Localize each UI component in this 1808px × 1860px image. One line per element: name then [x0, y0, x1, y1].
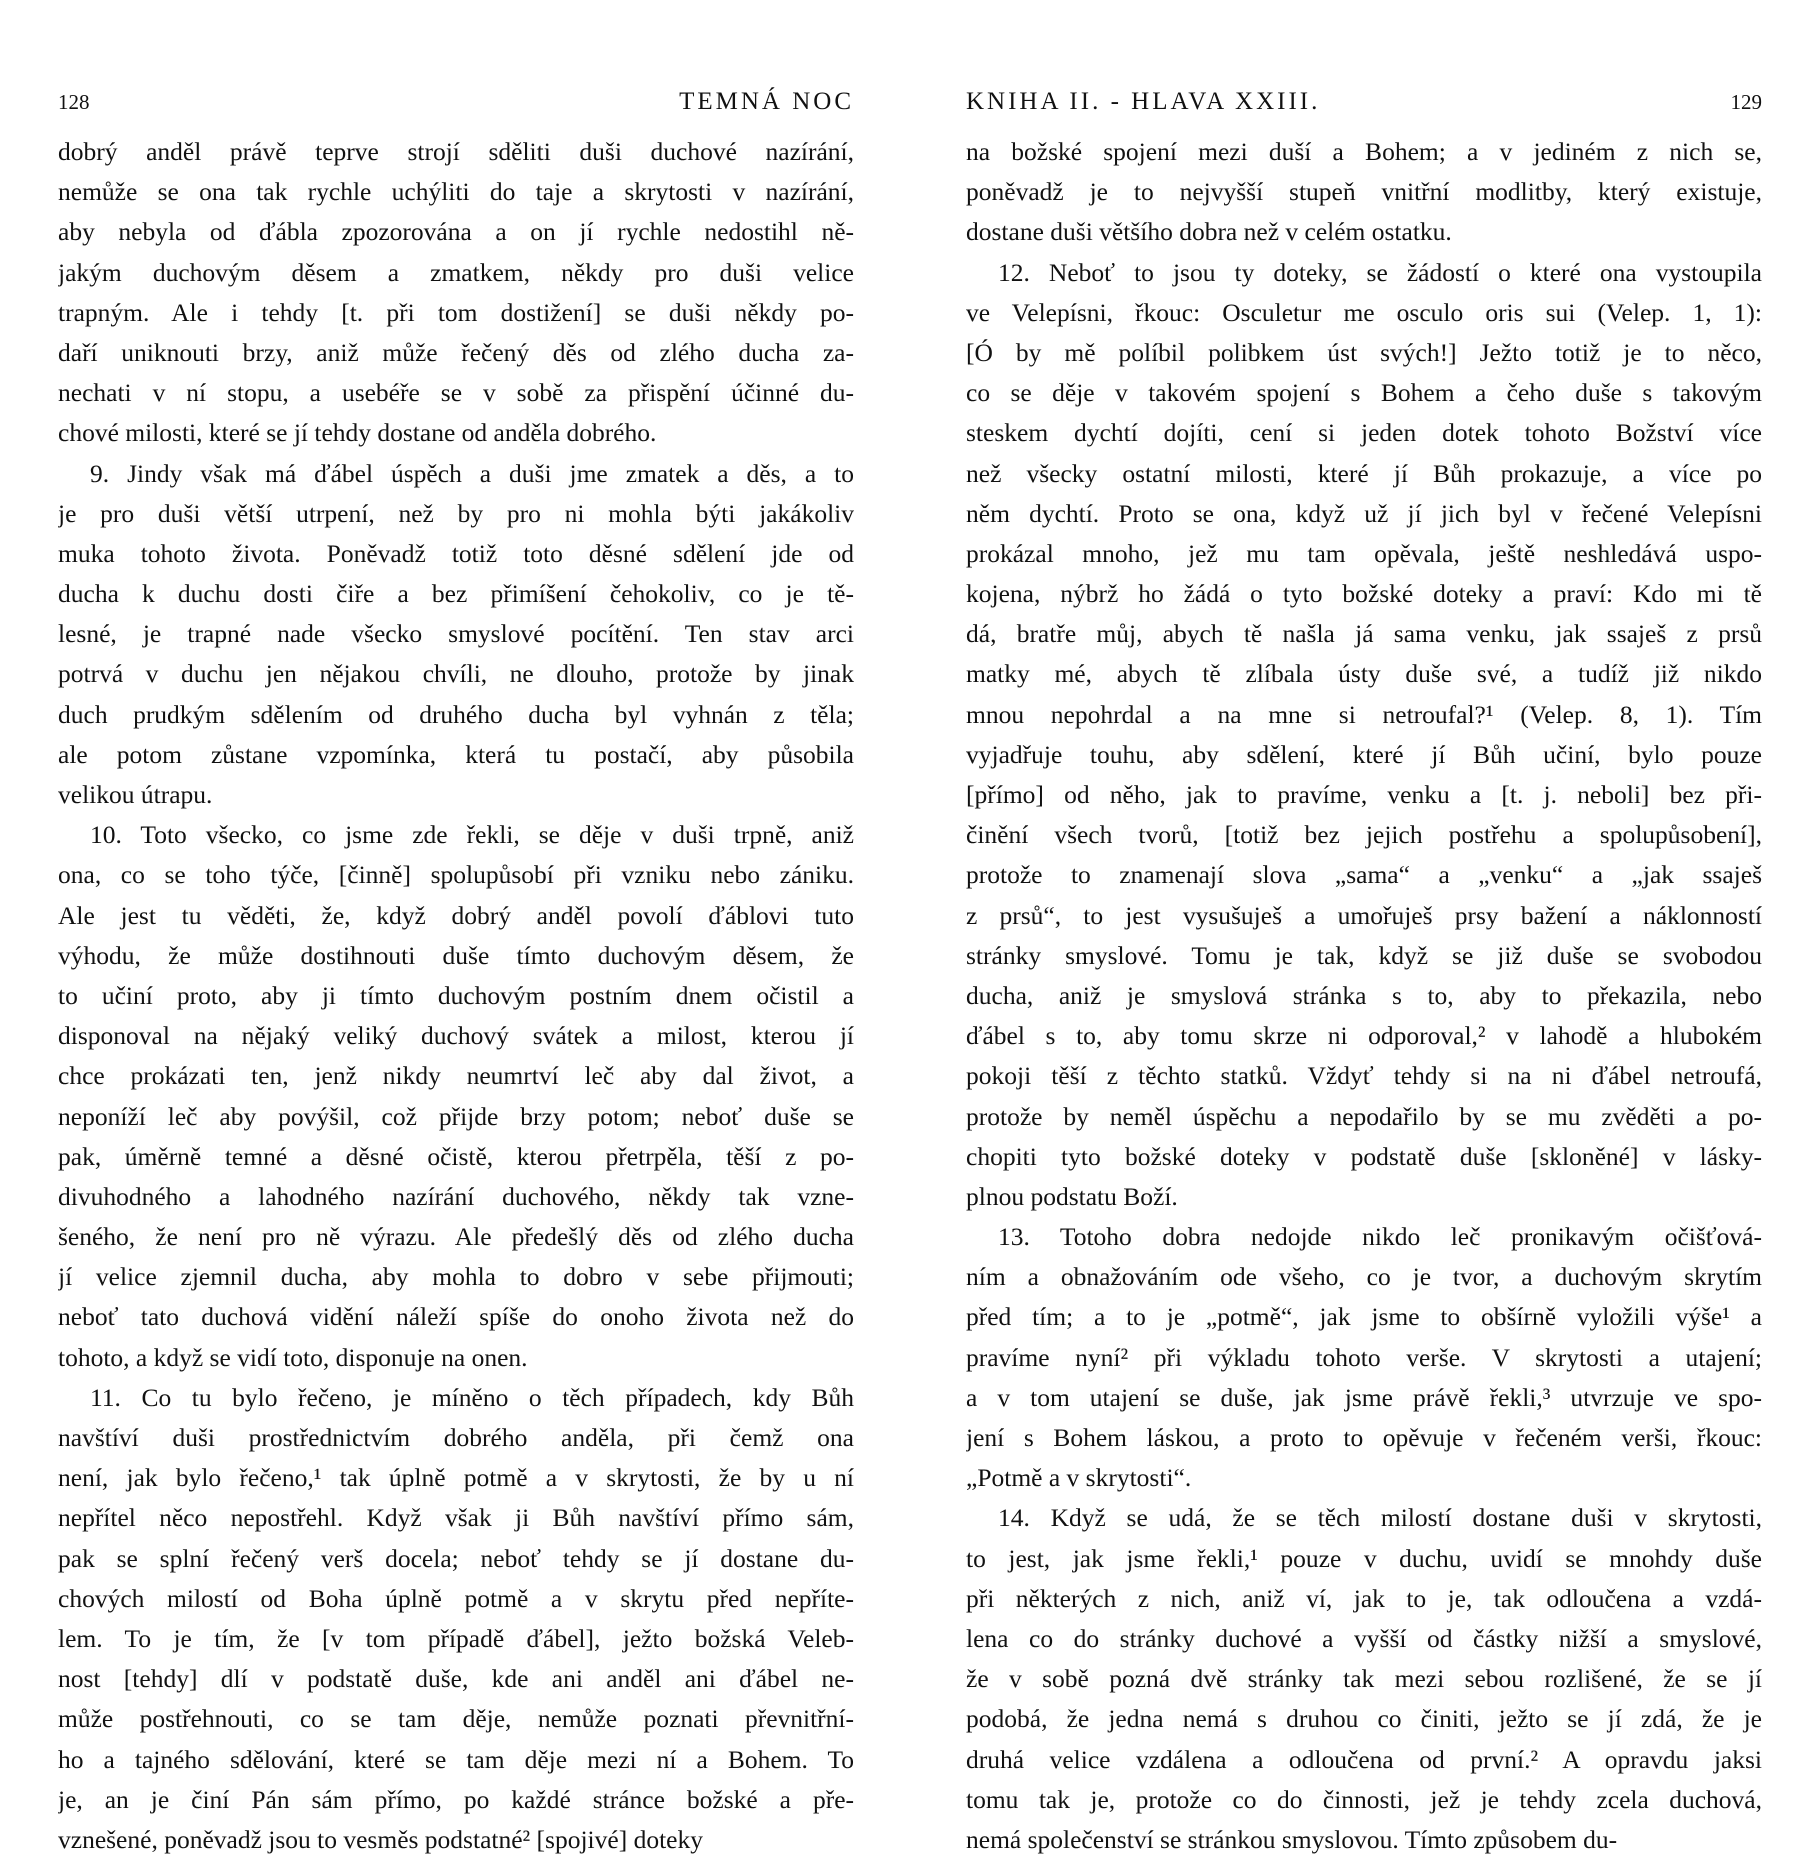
text-line: poněvadž je to nejvyšší stupeň vnitřní modlitby, který existuje,: [966, 177, 1762, 207]
text-line: [Ó by mě políbil polibkem úst svých!] Ježto totiž je to něco,: [966, 337, 1762, 367]
text-line: nemá společenství se stránkou smyslovou. Tímto způsobem du-: [966, 1824, 1618, 1854]
text-line: jí velice zjemnil ducha, aby mohla to dobro v sebe přijmouti;: [58, 1262, 854, 1292]
left-page-header: [58, 88, 854, 132]
text-line: velikou útrapu.: [58, 780, 213, 809]
text-line: mnou nepohrdal a na mne si netroufal?¹ (Velep. 8, 1). Tím: [966, 699, 1762, 729]
text-line: lena co do stránky duchové a vyšší od částky nižší a smyslové,: [966, 1623, 1762, 1653]
text-line: [přímo] od něho, jak to pravíme, venku a [t. j. neboli] bez při-: [966, 780, 1762, 809]
text-line: ďábel s to, aby tomu skrze ni odporoval,² v lahodě a hlubokém: [966, 1021, 1762, 1051]
text-line: jení s Bohem láskou, a proto to opěvuje v řečeném verši, řkouc:: [966, 1423, 1762, 1452]
text-line: vznešené, poněvadž jsou to vesměs podstatné² [spojivé] doteky: [58, 1824, 703, 1854]
text-line: je, an je činí Pán sám přímo, po každé stránce božské a pře-: [58, 1784, 854, 1814]
text-line: pak se splní řečený verš docela; neboť tehdy se jí dostane du-: [58, 1543, 854, 1573]
text-line: to učiní proto, aby ji tímto duchovým postním dnem očistil a: [58, 980, 854, 1010]
text-line: že v sobě pozná dvě stránky tak mezi sebou rozlišené, že se jí: [966, 1664, 1762, 1694]
text-line: ducha, aniž je smyslová stránka s to, aby to překazila, nebo: [966, 980, 1762, 1010]
left-page: [58, 88, 854, 1860]
text-line: při některých z nich, aniž ví, jak to je, tak odloučena a vzdá-: [966, 1583, 1762, 1613]
right-page-body: [966, 132, 1762, 1860]
text-line: nemůže se ona tak rychle uchýliti do taje a skrytosti v nazírání,: [58, 177, 854, 207]
right-page-number: 129: [1730, 90, 1762, 114]
text-line: to jest, jak jsme řekli,¹ pouze v duchu, uvidí se mnohdy duše: [966, 1543, 1762, 1573]
left-page-body: [58, 132, 854, 1860]
text-line: pokoji těší z těchto statků. Vždyť tehdy si na ni ďábel netroufá,: [966, 1061, 1762, 1091]
text-line: 14. Když se udá, že se těch milostí dostane duši v skrytosti,: [998, 1503, 1762, 1533]
text-line: duch prudkým sdělením od druhého ducha byl vyhnán z těla;: [58, 699, 854, 729]
text-line: pravíme nyní² při výkladu tohoto verše. V skrytosti a utajení;: [966, 1342, 1762, 1372]
text-line: výhodu, že může dostihnouti duše tímto duchovým děsem, že: [58, 940, 854, 970]
text-line: divuhodného a lahodného nazírání duchového, někdy tak vzne-: [58, 1181, 854, 1211]
text-line: protože to znamenají slova „sama“ a „venku“ a „jak ssaješ: [966, 860, 1762, 890]
text-line: může postřehnouti, co se tam děje, nemůže poznati převnitřní-: [58, 1704, 854, 1734]
text-line: aby nebyla od ďábla zpozorována a on jí rychle nedostihl ně-: [58, 217, 854, 247]
text-line: trapným. Ale i tehdy [t. při tom dostižení] se duši někdy po-: [58, 297, 854, 327]
text-line: steskem dychtí dojíti, cení si jeden dotek tohoto Božství více: [966, 418, 1762, 448]
text-line: prokázal mnoho, jež mu tam opěvala, ještě neshledává uspo-: [966, 538, 1762, 568]
text-line: na božské spojení mezi duší a Bohem; a v jediném z nich se,: [966, 137, 1762, 166]
text-line: a v tom utajení se duše, jak jsme právě řekli,³ utvrzuje ve spo-: [966, 1382, 1762, 1412]
text-line: muka tohoto života. Poněvadž totiž toto děsné sdělení jde od: [58, 538, 854, 568]
text-line: nechati v ní stopu, a usebéře se v sobě za přispění účinné du-: [58, 378, 854, 408]
text-line: chce prokázati ten, jenž nikdy neumrtví leč aby dal život, a: [58, 1061, 854, 1091]
text-line: je pro duši větší utrpení, než by pro ni mohla býti jakákoliv: [58, 498, 854, 528]
text-line: nepřítel něco nepostřehl. Když však ji Bůh navštíví přímo sám,: [58, 1503, 854, 1533]
text-line: Ale jest tu věděti, že, když dobrý anděl povolí ďáblovi tuto: [58, 900, 854, 930]
text-line: 11. Co tu bylo řečeno, je míněno o těch případech, kdy Bůh: [90, 1382, 854, 1412]
text-line: navštíví duši prostřednictvím dobrého anděla, při čemž ona: [58, 1423, 854, 1452]
text-line: „Potmě a v skrytosti“.: [966, 1463, 1192, 1493]
text-line: ním a obnažováním ode všeho, co je tvor, a duchovým skrytím: [966, 1262, 1762, 1292]
text-line: z prsů“, to jest vysušuješ a umořuješ prsy bažení a náklonností: [966, 900, 1762, 930]
text-line: nost [tehdy] dlí v podstatě duše, kde ani anděl ani ďábel ne-: [58, 1664, 854, 1694]
left-page-number: 128: [58, 90, 90, 114]
text-line: podobá, že jedna nemá s druhou co činiti, ježto se jí zdá, že je: [966, 1704, 1762, 1734]
text-line: ducha k duchu dosti čiře a bez přimíšení čehokoliv, co je tě-: [58, 579, 854, 609]
text-line: druhá velice vzdálena a odloučena od první.² A opravdu jaksi: [966, 1744, 1762, 1774]
right-page-header: [966, 88, 1762, 132]
text-line: chových milostí od Boha úplně potmě a v skrytu před nepříte-: [58, 1583, 854, 1613]
text-line: 13. Totoho dobra nedojde nikdo leč pronikavým očišťová-: [998, 1222, 1762, 1252]
text-line: není, jak bylo řečeno,¹ tak úplně potmě a v skrytosti, že by u ní: [58, 1463, 854, 1493]
text-line: lesné, je trapné nade všecko smyslové pocítění. Ten stav arci: [58, 619, 854, 649]
text-line: dobrý anděl právě teprve strojí sděliti duši duchové nazírání,: [58, 137, 854, 166]
text-line: kojena, nýbrž ho žádá o tyto božské doteky a praví: Kdo mi tě: [966, 579, 1762, 609]
text-line: činění všech tvorů, [totiž bez jejich postřehu a spolupůsobení],: [966, 820, 1762, 850]
text-line: potrvá v duchu jen nějakou chvíli, ne dlouho, protože by jinak: [58, 659, 854, 689]
text-line: ale potom zůstane vzpomínka, která tu postačí, aby působila: [58, 739, 854, 769]
text-line: stránky smyslové. Tomu je tak, když se již duše se svobodou: [966, 940, 1762, 970]
text-line: plnou podstatu Boží.: [966, 1181, 1178, 1211]
text-line: chové milosti, které se jí tehdy dostane od anděla dobrého.: [58, 418, 657, 448]
text-line: vyjadřuje touhu, aby sdělení, které jí Bůh učiní, bylo pouze: [966, 739, 1762, 769]
text-line: daří uniknouti brzy, aniž může řečený děs od zlého ducha za-: [58, 337, 854, 367]
text-line: než všecky ostatní milosti, které jí Bůh prokazuje, a více po: [966, 458, 1762, 488]
text-line: lem. To je tím, že [v tom případě ďábel], ježto božská Veleb-: [58, 1623, 854, 1653]
right-running-header: KNIHA II. - HLAVA XXIII.: [966, 88, 1321, 115]
left-running-header: TEMNÁ NOC: [679, 88, 854, 115]
text-line: dostane duši většího dobra než v celém ostatku.: [966, 217, 1452, 247]
text-line: matky mé, abych tě zlíbala ústy duše své, a tudíž již nikdo: [966, 659, 1762, 689]
text-line: dá, bratře můj, abych tě našla já sama venku, jak ssaješ z prsů: [966, 619, 1762, 649]
text-line: ve Velepísni, řkouc: Osculetur me osculo oris sui (Velep. 1, 1):: [966, 297, 1762, 327]
text-line: jakým duchovým děsem a zmatkem, někdy pro duši velice: [58, 257, 854, 287]
text-line: 9. Jindy však má ďábel úspěch a duši jme zmatek a děs, a to: [90, 458, 854, 488]
text-line: tomu tak je, protože co do činnosti, jež je tehdy zcela duchová,: [966, 1784, 1762, 1814]
text-line: pak, úměrně temné a děsné očistě, kterou přetrpěla, těší z po-: [58, 1141, 854, 1171]
text-line: neboť tato duchová vidění náleží spíše do onoho života než do: [58, 1302, 854, 1332]
text-line: 12. Neboť to jsou ty doteky, se žádostí o které ona vystoupila: [998, 257, 1762, 287]
text-line: chopiti tyto božské doteky v podstatě duše [skloněné] v lásky-: [966, 1141, 1762, 1171]
text-line: šeného, že není pro ně výrazu. Ale předešlý děs od zlého ducha: [58, 1222, 854, 1252]
text-line: co se děje v takovém spojení s Bohem a čeho duše s takovým: [966, 378, 1762, 408]
text-line: před tím; a to je „potmě“, jak jsme to obšírně vyložili výše¹ a: [966, 1302, 1762, 1332]
text-line: něm dychtí. Proto se ona, když už jí jich byl v řečené Velepísni: [966, 498, 1762, 528]
text-line: 10. Toto všecko, co jsme zde řekli, se děje v duši trpně, aniž: [90, 820, 854, 850]
text-line: neponíží leč aby povýšil, což přijde brzy potom; neboť duše se: [58, 1101, 854, 1131]
text-line: tohoto, a když se vidí toto, disponuje na onen.: [58, 1342, 528, 1372]
right-page: [966, 88, 1762, 1860]
text-line: ona, co se toho týče, [činně] spolupůsobí při vzniku nebo zániku.: [58, 860, 854, 890]
text-line: ho a tajného sdělování, které se tam děje mezi ní a Bohem. To: [58, 1744, 854, 1774]
text-line: protože by neměl úspěchu a nepodařilo by se mu zvěděti a po-: [966, 1101, 1762, 1131]
text-line: disponoval na nějaký veliký duchový svátek a milost, kterou jí: [58, 1021, 854, 1051]
